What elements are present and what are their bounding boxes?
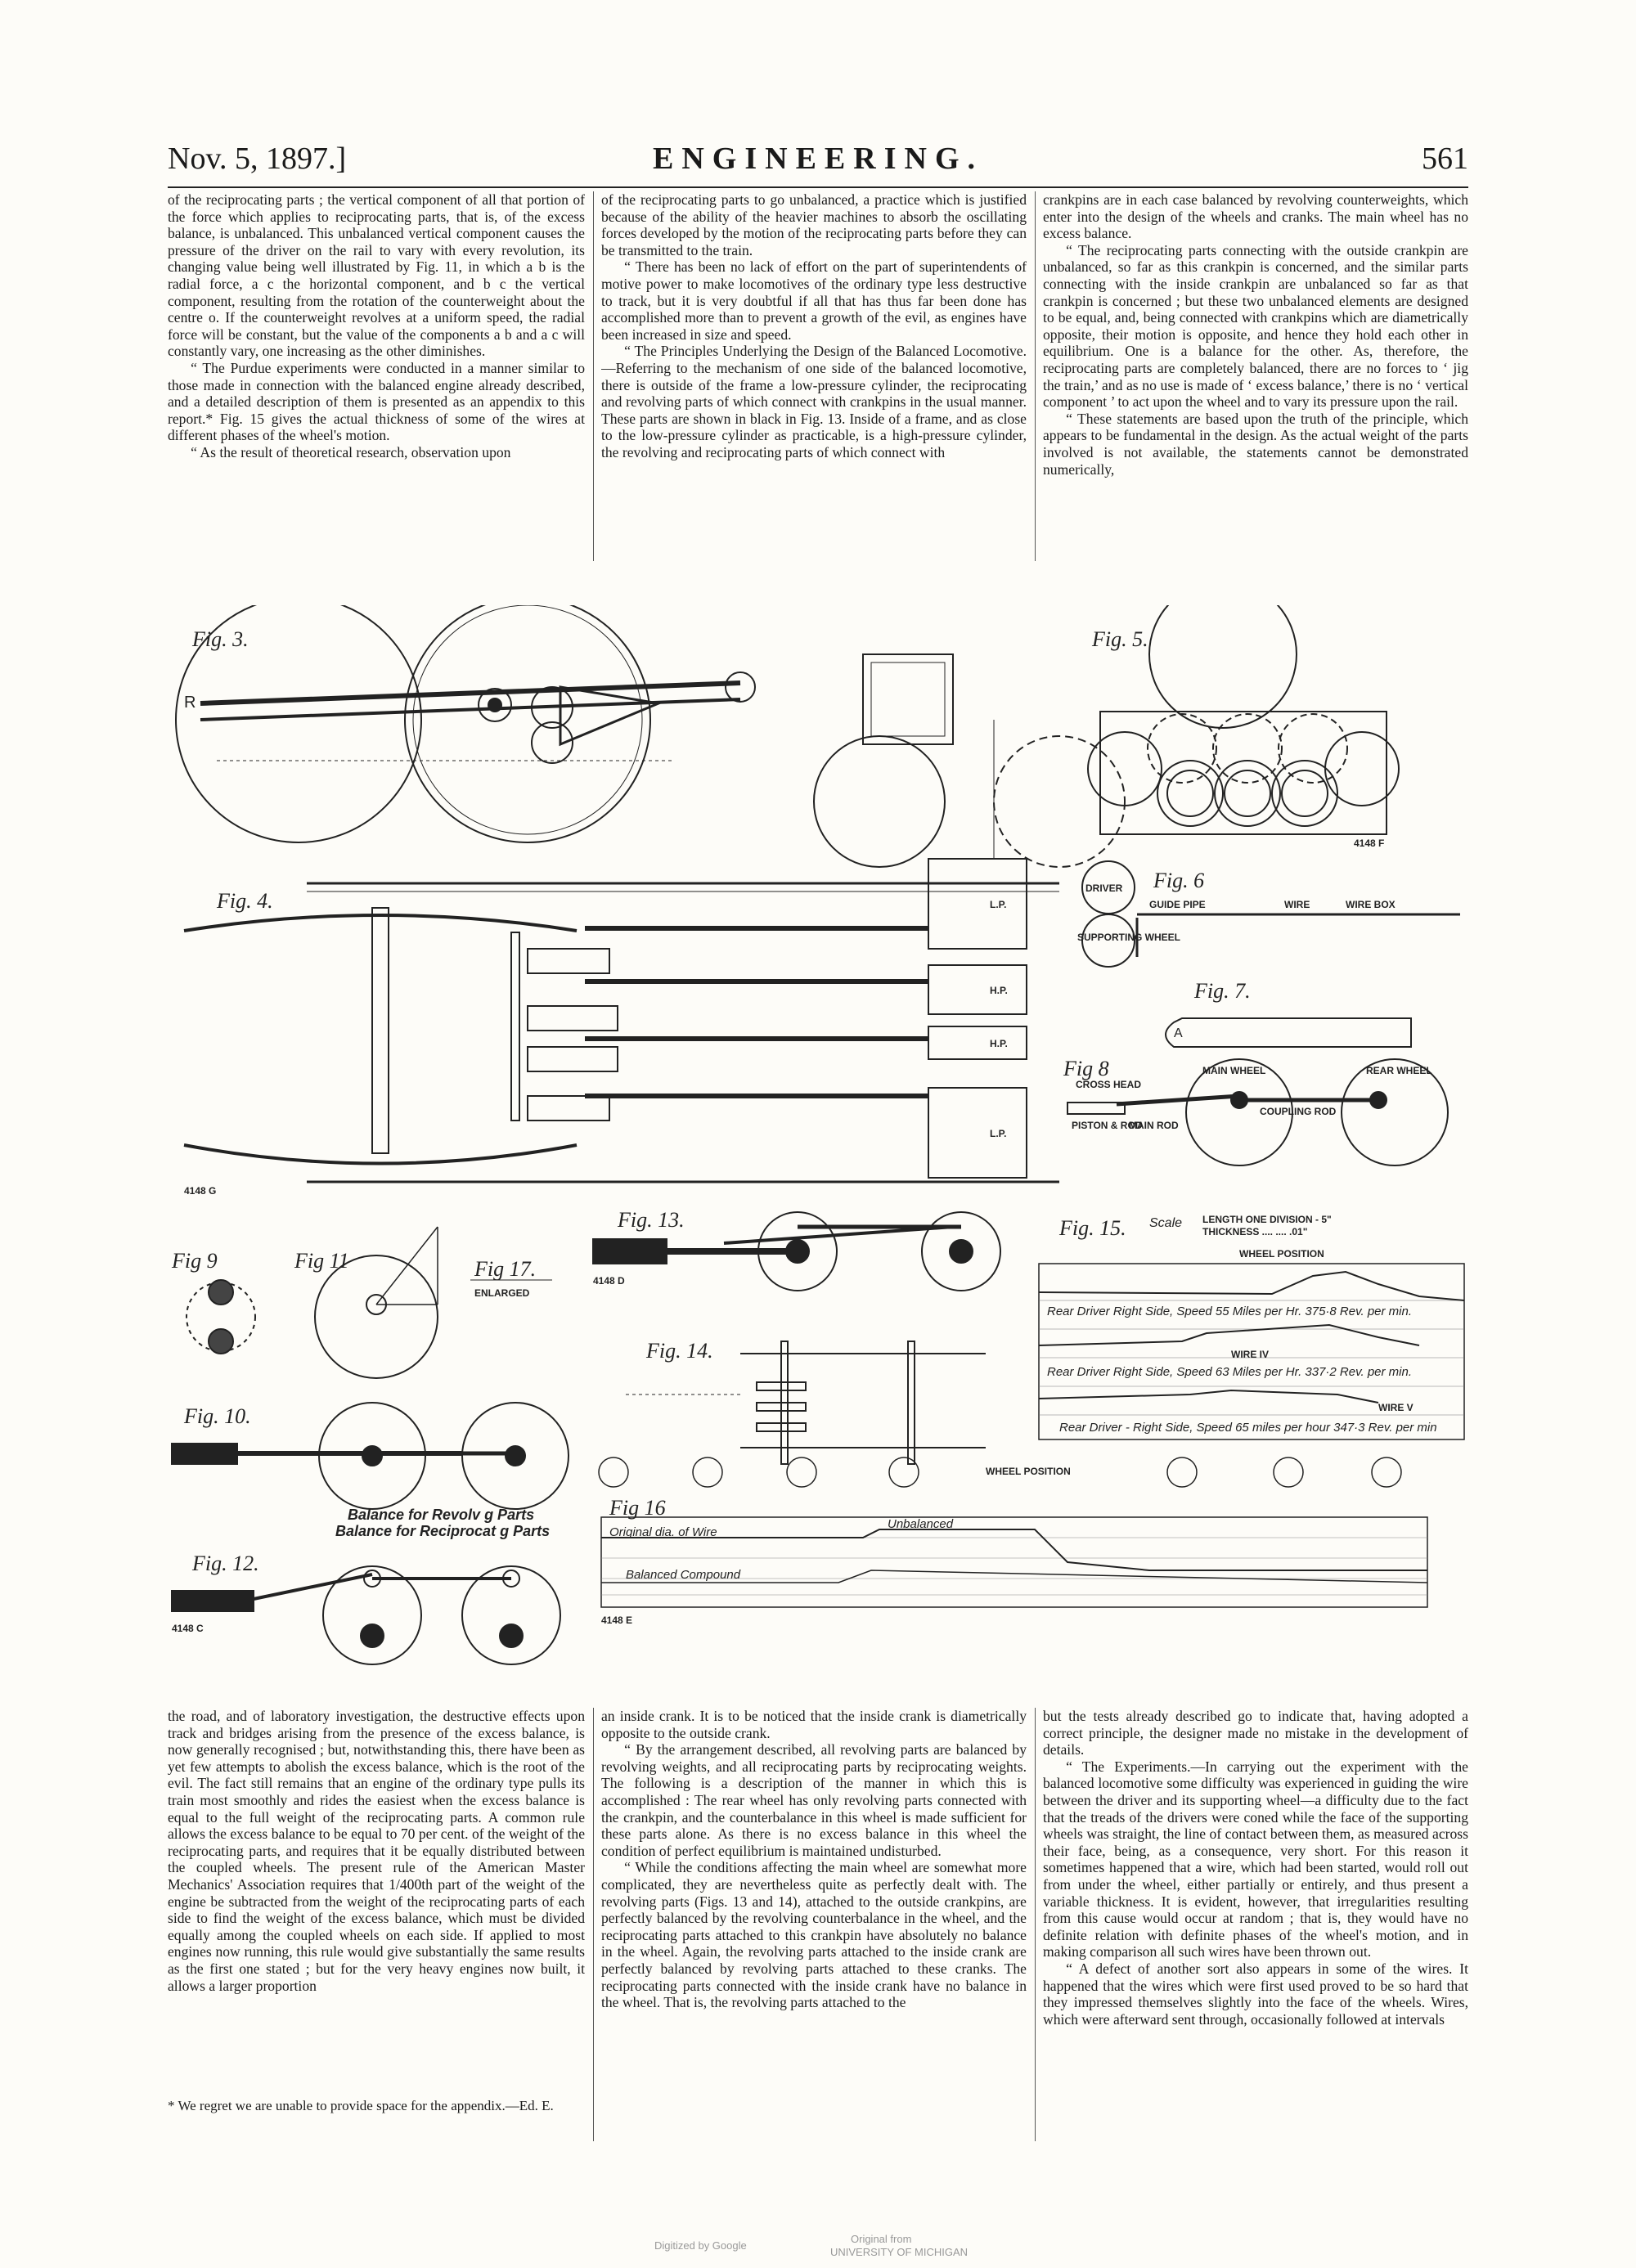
fig17-drawing (470, 1257, 552, 1299)
svg-text:Unbalanced: Unbalanced (888, 1517, 954, 1531)
svg-text:Balanced Compound: Balanced Compound (626, 1568, 741, 1582)
svg-text:WIRE V: WIRE V (1378, 1402, 1414, 1413)
paragraph: an inside crank. It is to be noticed that the inside crank is diametrically opposite to the outside crank. (601, 1708, 1027, 1741)
fig10-label: Fig. 10. (184, 1404, 251, 1428)
svg-text:Balance for Revolv g Parts: Balance for Revolv g Parts (348, 1507, 535, 1523)
svg-text:LENGTH ONE DIVISION - 5": LENGTH ONE DIVISION - 5" (1202, 1214, 1332, 1225)
svg-text:GUIDE PIPE: GUIDE PIPE (1149, 899, 1206, 910)
svg-text:WIRE: WIRE (1284, 899, 1310, 910)
svg-text:PISTON & ROD: PISTON & ROD (1072, 1120, 1143, 1131)
bottom-column-2 (601, 1708, 1027, 2141)
column-rule (1035, 191, 1036, 561)
svg-text:REAR WHEEL: REAR WHEEL (1366, 1065, 1432, 1076)
svg-text:R: R (184, 694, 196, 712)
svg-text:DRIVER: DRIVER (1085, 882, 1123, 894)
fig4-label: Fig. 4. (217, 889, 273, 913)
svg-text:ENLARGED: ENLARGED (474, 1287, 530, 1299)
svg-text:WHEEL POSITION: WHEEL POSITION (1239, 1248, 1324, 1260)
paragraph: “ A defect of another sort also appears in some of the wires. It happened that the wires which were first used proved to be so hard that they impressed themselves slightly into the face of the wheels. Wires, which were afterward sent through, occasionally followed at intervals (1043, 1960, 1468, 2028)
top-column-1 (168, 191, 585, 561)
svg-text:4148 G: 4148 G (184, 1185, 217, 1197)
figure-plate (168, 605, 1468, 1693)
paragraph: “ The reciprocating parts connecting with the outside crankpin are unbalanced, so far as this crankpin is concerned, and the similar parts connecting with the inside crankpin are unbalanced so far as that crankpin is concerned ; but these two unbalanced elements are designed to be equal, and, being connected with crankpins which are diametrically opposite, their motion is opposite, and hence they hold each other in equilibrium. One is a balance for the other. As, therefore, the reciprocating parts are completely balanced, there are no forces to ‘ jig the train,’ and as no use is made of ‘ excess balance,’ there is no ‘ vertical component ’ to act upon the wheel and to vary its pressure upon the rail. (1043, 241, 1468, 411)
top-column-3 (1043, 191, 1468, 561)
page-number: 561 (1422, 141, 1468, 176)
plate-number: 4148 F (1354, 838, 1385, 849)
svg-text:Rear Driver Right Side, Speed: Rear Driver Right Side, Speed 63 Miles per Hr. 337·2 Rev. per min. (1047, 1365, 1413, 1379)
fig5-drawing (1088, 605, 1399, 849)
journal-title: ENGINEERING. (653, 141, 983, 176)
svg-text:4148 E: 4148 E (601, 1615, 633, 1626)
svg-text:Original dia. of Wire: Original dia. of Wire (609, 1525, 717, 1539)
column-rule (593, 191, 594, 561)
fig3-drawing (176, 605, 1125, 867)
svg-text:CROSS HEAD: CROSS HEAD (1076, 1079, 1142, 1090)
fig13-label: Fig. 13. (618, 1208, 685, 1232)
paragraph: but the tests already described go to indicate that, having adopted a correct principle, the designer made no mistake in the development of details. (1043, 1708, 1468, 1758)
issue-date: Nov. 5, 1897.] (168, 141, 347, 176)
fig5-label: Fig. 5. (1092, 627, 1148, 651)
column-rule (593, 1708, 594, 2141)
paragraph: “ The Purdue experiments were conducted in a manner similar to those made in connection with the balanced engine already described, and a detailed description of them is presented as an appendix to this report.* Fig. 15 gives the actual thickness of some of the wires at different phases of the wheel's motion. (168, 359, 585, 444)
svg-text:COUPLING ROD: COUPLING ROD (1260, 1106, 1337, 1117)
fig10-drawing (172, 1403, 569, 1539)
fig11-label: Fig 11 (294, 1249, 349, 1273)
paragraph: the road, and of laboratory investigation, the destructive effects upon track and bridges arising from the presence of the excess balance, is now generally recognised ; but, notwithstanding this, there have been as yet few attempts to abolish the excess balance, which is the root of the evil. The fact still remains that an engine of the ordinary type pulls its train most smoothly and rides the easiest when the excess balance is equal to the full weight of the reciprocating parts. A common rule allows the excess balance to be equal to 70 per cent. of the weight of the reciprocating parts, and requires that it be equally distributed between the coupled wheels. The present rule of the American Master Mechanics' Association requires that 1/400th part of the weight of the engine be subtracted from the weight of the reciprocating parts of each side to find the weight of the excess balance, which must be divided equally among the coupled wheels on each side. If applied to most engines now running, this rule would give substantially the same results as the first one stated ; but for the very heavy engines now built, it allows a larger proportion (168, 1708, 585, 1994)
page-header (168, 141, 1468, 190)
svg-text:Rear Driver Right Side, Speed: Rear Driver Right Side, Speed 55 Miles per Hr. 375·8 Rev. per min. (1047, 1305, 1413, 1318)
digitized-by: Digitized by Google (654, 2239, 747, 2252)
top-column-2 (601, 191, 1027, 561)
footnote: * We regret we are unable to provide space for the appendix.—Ed. E. (168, 2098, 554, 2113)
svg-text:THICKNESS .... .... .01": THICKNESS .... .... .01" (1202, 1226, 1308, 1237)
paragraph: “ As the result of theoretical research, observation upon (191, 443, 511, 460)
paragraph: crankpins are in each case balanced by revolving counterweights, which enter into the design of the wheels and cranks. The main wheel has no excess balance. (1043, 191, 1468, 242)
svg-text:H.P.: H.P. (990, 985, 1008, 996)
fig12-label: Fig. 12. (192, 1552, 259, 1575)
fig14-drawing (626, 1339, 986, 1464)
svg-text:Scale: Scale (1149, 1216, 1183, 1230)
fig16-label: Fig 16 (609, 1496, 666, 1520)
fig16-chart (599, 1457, 1427, 1626)
svg-text:WIRE IV: WIRE IV (1231, 1349, 1270, 1360)
svg-text:4148 D: 4148 D (593, 1275, 625, 1287)
fig15-label: Fig. 15. (1059, 1216, 1126, 1240)
paragraph: “ There has been no lack of effort on the part of superintendents of motive power to make locomotives of the ordinary type less destructive to track, but it is very doubtful if all that has thus far been done has accomplished more than to prevent a growth of the evil, as engines have been increased in size and speed. (601, 258, 1027, 343)
fig7-label: Fig. 7. (1194, 979, 1251, 1003)
svg-text:Balance for Reciprocat g Parts: Balance for Reciprocat g Parts (335, 1523, 551, 1539)
paragraph: of the reciprocating parts ; the vertical component of all that portion of the force which applies to reciprocating parts, that is, of the excess balance, is unbalanced. This unbalanced vertical component causes the pressure of the driver on the rail to vary with every revolution, its changing value being well illustrated by Fig. 11, in which a b is the radial force, a c the horizontal component, and b c the vertical component, resulting from the rotation of the counterweight about the centre o. If the counterweight revolves at a uniform speed, the radial force will be constant, but the value of the components a b and a c will constantly vary, one increasing as the other diminishes. (168, 191, 585, 360)
svg-text:SUPPORTING WHEEL: SUPPORTING WHEEL (1077, 932, 1181, 943)
bottom-column-1 (168, 1708, 585, 2077)
header-rule (168, 186, 1468, 188)
paragraph: “ By the arrangement described, all revolving parts are balanced by revolving weights, and all reciprocating parts by reciprocating weights. The following is a description of the manner in which this is accomplished : The rear wheel has only revolving parts connected with the crankpin, and the counterbalance in this wheel is made sufficient for these parts alone. As there is no excess balance in this wheel the condition of perfect equilibrium is maintained undisturbed. (601, 1741, 1027, 1859)
fig6-label: Fig. 6 (1153, 869, 1205, 892)
original-from: Original from (851, 2233, 912, 2245)
svg-text:Rear Driver - Right Side, Spee: Rear Driver - Right Side, Speed 65 miles per hour 347·3 Rev. per min (1059, 1421, 1437, 1435)
paragraph: “ The Experiments.—In carrying out the experiment with the balanced locomotive some difficulty was experienced in guiding the wire between the driver and its supporting wheel—a difficulty due to the fact that the treads of the drivers were coned while the face of the supporting wheels was straight, the line of contact between them, as measured across their face, being, as a consequence, very short. For this reason it sometimes happened that a wire, which had been started, would roll out from under the wheel, either partially or entirely, and thus present a variable thickness. It is evident, however, that irregularities resulting from this cause would occur at random ; that is, they would have no definite relation with definite phases of the wheel's motion, and in making comparison all such wires have been thrown out. (1043, 1758, 1468, 1960)
fig9-drawing (171, 1249, 255, 1354)
svg-text:A: A (1174, 1026, 1183, 1040)
paragraph: “ The Principles Underlying the Design of the Balanced Locomotive.—Referring to the mechanism of one side of the balanced locomotive, there is outside of the frame a low-pressure cylinder, the reciprocating and revolving parts of which connect with crankpins in the usual manner. These parts are shown in black in Fig. 13. Inside of a frame, and as close to the low-pressure cylinder as practicable, is a high-pressure cylinder, the revolving and reciprocating parts of which connect with (601, 343, 1027, 460)
fig8-label: Fig 8 (1063, 1057, 1109, 1080)
bottom-column-3 (1043, 1708, 1468, 2141)
svg-text:WIRE BOX: WIRE BOX (1346, 899, 1396, 910)
fig11-drawing (294, 1227, 438, 1378)
svg-text:H.P.: H.P. (990, 1038, 1008, 1049)
svg-text:4148 C: 4148 C (172, 1623, 204, 1634)
fig4-drawing (184, 859, 1059, 1197)
fig3-label: Fig. 3. (192, 627, 249, 651)
fig14-label: Fig. 14. (646, 1339, 713, 1363)
fig17-label: Fig 17. (474, 1257, 537, 1281)
svg-text:L.P.: L.P. (990, 1128, 1007, 1139)
fig6-drawing (1077, 861, 1460, 967)
institution: UNIVERSITY OF MICHIGAN (830, 2246, 969, 2258)
fig8-drawing (1063, 1057, 1448, 1165)
paragraph: of the reciprocating parts to go unbalanced, a practice which is justified because of the ability of the heavier machines to absorb the oscillating forces developed by the motion of the reciprocating parts before they can be transmitted to the train. (601, 191, 1027, 258)
fig9-label: Fig 9 (172, 1249, 218, 1273)
svg-text:MAIN WHEEL: MAIN WHEEL (1202, 1065, 1266, 1076)
fig15-chart (1039, 1214, 1464, 1439)
svg-text:MAIN ROD: MAIN ROD (1129, 1120, 1179, 1131)
paragraph: “ While the conditions affecting the main wheel are somewhat more complicated, they are nevertheless quite as perfectly dealt with. The revolving parts (Figs. 13 and 14), attached to the outside crankpins, are perfectly balanced by the revolving counterbalance in the wheel, and the reciprocating parts attached to this crankpin have absolutely no balance in the wheel. Again, the revolving parts attached to the inside crank are perfectly balanced by revolving parts attached to these cranks. The reciprocating parts connected with the inside crank have no balance in the wheel. That is, the revolving parts attached to the (601, 1859, 1027, 2011)
paragraph: “ These statements are based upon the truth of the principle, which appears to be fundamental in the design. As the actual weight of the parts involved is not available, the statements cannot be demonstrated numerically, (1043, 410, 1468, 478)
svg-text:L.P.: L.P. (990, 899, 1007, 910)
fig13-drawing (593, 1208, 1000, 1291)
svg-text:WHEEL POSITION: WHEEL POSITION (986, 1466, 1071, 1477)
fig12-drawing (172, 1552, 560, 1664)
column-rule (1035, 1708, 1036, 2141)
fig7-drawing (1166, 979, 1411, 1047)
